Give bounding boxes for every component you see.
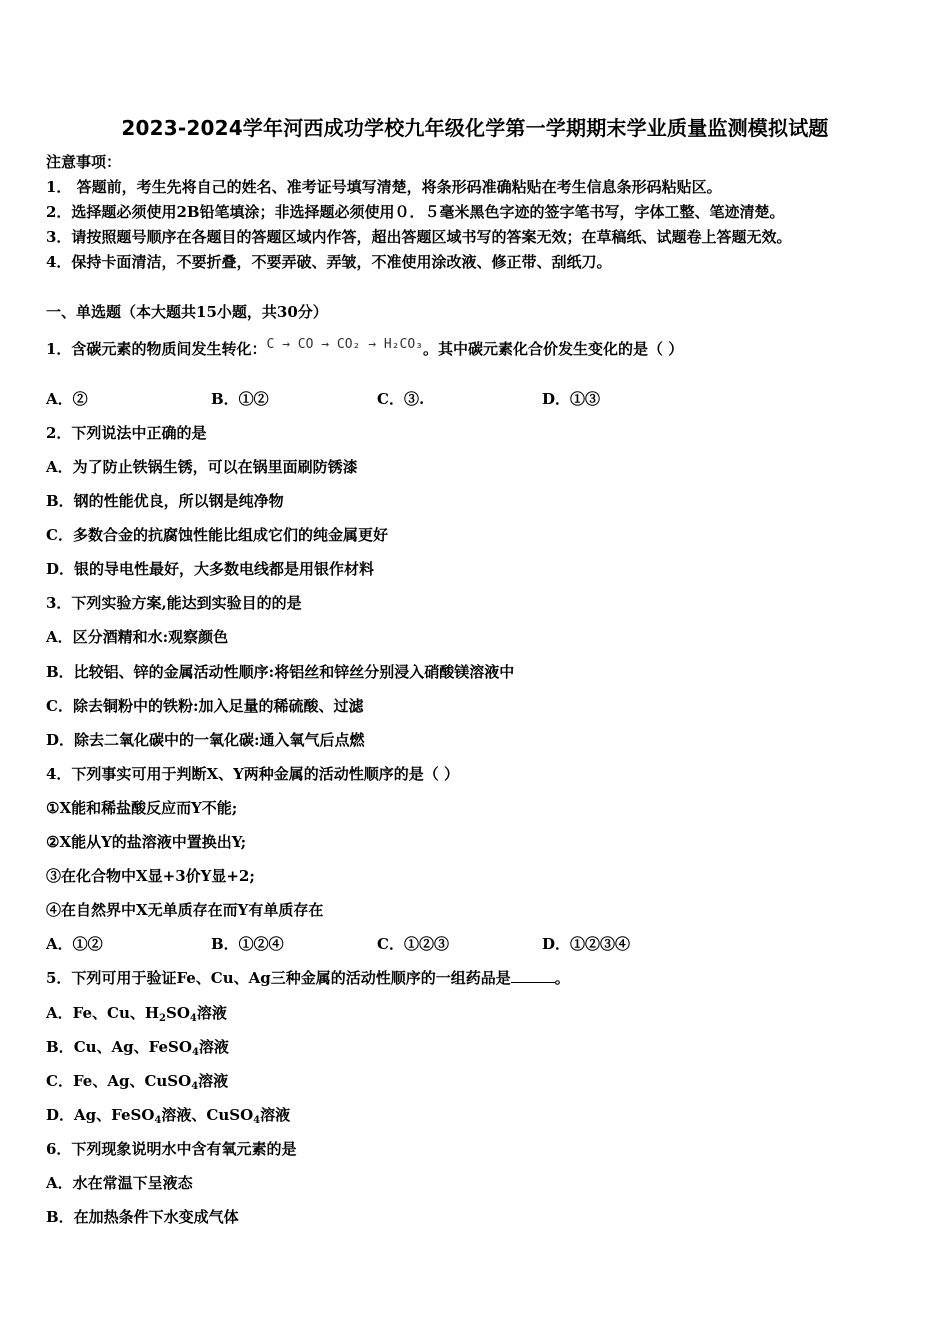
option-text: Ag、FeSO xyxy=(74,1106,155,1124)
answer-blank xyxy=(511,968,555,983)
option-letter: D． xyxy=(46,1106,75,1124)
option-letter: A． xyxy=(46,1004,73,1022)
option-text: Cu、Ag、FeSO xyxy=(73,1038,192,1056)
question-1-option-a: A．② xyxy=(46,390,88,408)
question-4-option-a: A．①② xyxy=(46,935,103,953)
question-2-option-d: D．银的导电性最好，大多数电线都是用银作材料 xyxy=(46,560,375,578)
question-5-option-b xyxy=(46,1037,229,1057)
notice-item-2: 2．选择题必须使用2B铅笔填涂；非选择题必须使用０．５毫米黑色字迹的签字笔书写，字体工整、笔迹清楚。 xyxy=(46,203,785,221)
question-4-option-d: D．①②③④ xyxy=(542,935,631,953)
question-4-fact-3: ③在化合物中X显+3价Y显+2; xyxy=(46,867,255,885)
section-heading: 一、单选题（本大题共15小题，共30分） xyxy=(46,303,328,321)
question-2-option-a: A．为了防止铁锅生锈，可以在锅里面刷防锈漆 xyxy=(46,458,358,476)
notice-item-1: 1． 答题前，考生先将自己的姓名、准考证号填写清楚，将条形码准确粘贴在考生信息条形码粘贴区。 xyxy=(46,178,722,196)
question-1-stem-tail: 。其中碳元素化合价发生变化的是（ ） xyxy=(423,340,684,358)
option-text: 溶液 xyxy=(198,1038,229,1056)
question-1-option-c: C．③. xyxy=(377,390,425,408)
question-6-option-b: B．在加热条件下水变成气体 xyxy=(46,1208,239,1226)
question-4-fact-2: ②X能从Y的盐溶液中置换出Y; xyxy=(46,833,247,851)
question-1-option-d: D．①③ xyxy=(542,390,601,408)
notice-item-3: 3．请按照题号顺序在各题目的答题区域内作答，超出答题区域书写的答案无效；在草稿纸、试题卷上答题无效。 xyxy=(46,228,792,246)
question-2-option-c: C．多数合金的抗腐蚀性能比组成它们的纯金属更好 xyxy=(46,526,388,544)
question-3-option-d: D．除去二氧化碳中的一氧化碳:通入氧气后点燃 xyxy=(46,731,365,749)
question-5-stem-tail: 。 xyxy=(554,969,570,987)
subscript: 4 xyxy=(154,1115,162,1126)
subscript: 2 xyxy=(159,1013,166,1024)
question-3-option-b: B．比较铝、锌的金属活动性顺序:将铝丝和锌丝分别浸入硝酸镁溶液中 xyxy=(46,663,515,681)
subscript: 4 xyxy=(191,1047,199,1058)
notice-item-4: 4．保持卡面清洁，不要折叠，不要弄破、弄皱，不准使用涂改液、修正带、刮纸刀。 xyxy=(46,253,612,271)
question-2-option-b: B．钢的性能优良，所以钢是纯净物 xyxy=(46,492,284,510)
option-text: 溶液 xyxy=(196,1004,227,1022)
question-4-option-b: B．①②④ xyxy=(211,935,284,953)
subscript: 4 xyxy=(253,1115,261,1126)
question-6-option-a: A．水在常温下呈液态 xyxy=(46,1174,193,1192)
notice-heading: 注意事项： xyxy=(46,153,122,171)
option-text: Fe、Ag、CuSO xyxy=(72,1072,192,1090)
page-title: 2023-2024学年河西成功学校九年级化学第一学期期末学业质量监测模拟试题 xyxy=(121,116,829,140)
option-letter: B． xyxy=(46,1038,74,1056)
option-text: 溶液、CuSO xyxy=(161,1106,254,1124)
subscript: 4 xyxy=(189,1013,197,1024)
conversion-formula: C → CO → CO₂ → H₂CO₃ xyxy=(266,337,423,352)
option-text: SO xyxy=(166,1004,190,1022)
question-1-stem-text: 1．含碳元素的物质间发生转化： xyxy=(46,340,267,358)
option-text: 溶液 xyxy=(198,1072,229,1090)
question-3-stem: 3．下列实验方案,能达到实验目的的是 xyxy=(46,594,302,612)
subscript: 4 xyxy=(191,1081,199,1092)
question-5-stem xyxy=(46,968,570,988)
option-text: 溶液 xyxy=(260,1106,291,1124)
question-4-fact-1: ①X能和稀盐酸反应而Y不能; xyxy=(46,799,238,817)
question-6-stem: 6．下列现象说明水中含有氧元素的是 xyxy=(46,1140,297,1158)
question-5-option-c xyxy=(46,1071,228,1091)
question-3-option-c: C．除去铜粉中的铁粉:加入足量的稀硫酸、过滤 xyxy=(46,697,364,715)
question-5-stem-text: 5．下列可用于验证Fe、Cu、Ag三种金属的活动性顺序的一组药品是 xyxy=(46,969,511,987)
question-4-fact-4: ④在自然界中X无单质存在而Y有单质存在 xyxy=(46,901,324,919)
question-4-option-c: C．①②③ xyxy=(377,935,449,953)
option-text: Fe、Cu、H xyxy=(72,1004,160,1022)
question-3-option-a: A．区分酒精和水:观察颜色 xyxy=(46,628,229,646)
question-4-stem: 4．下列事实可用于判断X、Y两种金属的活动性顺序的是（ ） xyxy=(46,765,460,783)
question-1-option-b: B．①② xyxy=(211,390,269,408)
option-letter: C． xyxy=(46,1072,73,1090)
question-5-option-a xyxy=(46,1003,227,1023)
question-2-stem: 2．下列说法中正确的是 xyxy=(46,424,207,442)
question-1-stem xyxy=(46,339,683,361)
question-5-option-d xyxy=(46,1105,290,1125)
